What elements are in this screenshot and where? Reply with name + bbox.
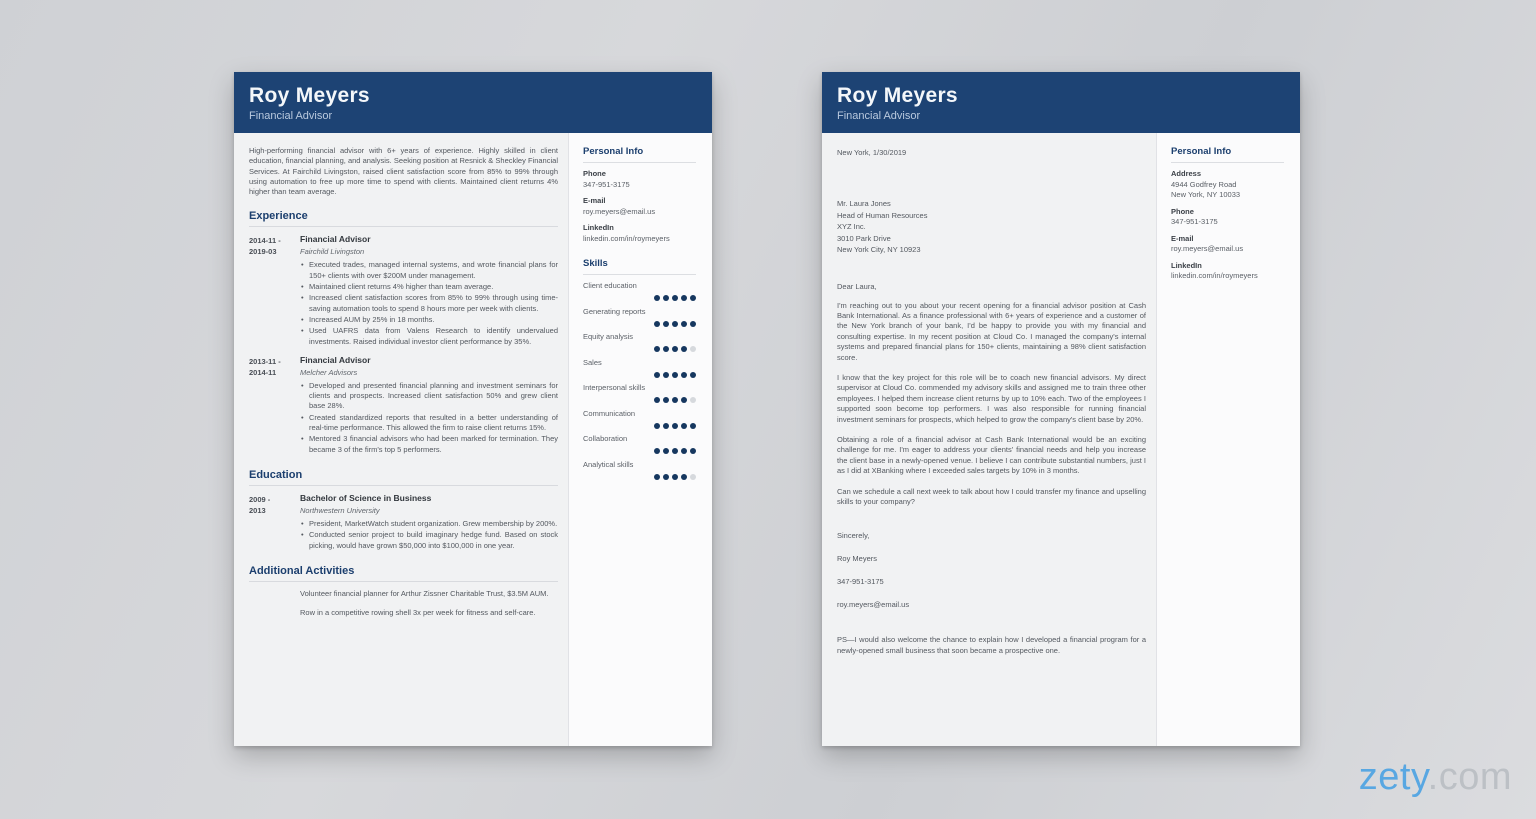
education-section-heading: Education bbox=[249, 469, 558, 486]
resume-summary: High-performing financial advisor with 6+ years of experience. Highly skilled in client education, financial planning, and analysis. Seeking position at Resnick & Sheckley Financial Services. At Fairchild Livingston, raised client satisfaction score from 85% to 99% through using automation to free up more time to spend with clients. Maintained client returns 4% higher than team average. bbox=[249, 146, 558, 197]
skill-rating-dots bbox=[583, 321, 696, 327]
rating-dot-filled bbox=[681, 372, 687, 378]
phone-label: Phone bbox=[1171, 206, 1194, 216]
personal-info-linkedin bbox=[583, 223, 696, 244]
skill-row bbox=[583, 307, 696, 327]
email-label: E-mail bbox=[1171, 233, 1194, 243]
personal-info-email bbox=[583, 196, 696, 217]
linkedin-label: LinkedIn bbox=[1171, 260, 1202, 270]
rating-dot-filled bbox=[690, 448, 696, 454]
skill-row bbox=[583, 332, 696, 352]
skill-row bbox=[583, 281, 696, 301]
bullet-item: • Created standardized reports that resulted in a better understanding of real-time performance. This allowed the firm to raise client returns 15%. bbox=[309, 413, 558, 434]
experience-entry bbox=[249, 234, 558, 347]
rating-dot-empty bbox=[690, 346, 696, 352]
bullet-item: • Maintained client returns 4% higher than team average. bbox=[309, 282, 558, 292]
personal-info-phone bbox=[1171, 207, 1284, 228]
cover-letter-sidebar bbox=[1156, 133, 1300, 746]
rating-dot-filled bbox=[654, 372, 660, 378]
skill-row bbox=[583, 383, 696, 403]
rating-dot-filled bbox=[681, 474, 687, 480]
personal-info-linkedin bbox=[1171, 261, 1284, 282]
resume-header bbox=[234, 72, 712, 133]
rating-dot-filled bbox=[654, 474, 660, 480]
personal-info-address bbox=[1171, 169, 1284, 201]
letter-recipient-block bbox=[837, 198, 1146, 256]
linkedin-value: linkedin.com/in/roymeyers bbox=[1171, 271, 1258, 280]
skill-rating-dots bbox=[583, 372, 696, 378]
cover-letter-name: Roy Meyers bbox=[837, 84, 958, 107]
recipient-street: 3010 Park Drive bbox=[837, 233, 891, 243]
rating-dot-filled bbox=[690, 321, 696, 327]
letter-paragraph: Obtaining a role of a financial advisor at Cash Bank International would be an exciting challenge for me. I'm eager to address your clients' financial needs and help you increase the client base in a newly-opened venue. I believe I can contribute substantial numbers, just I as I did at XBanking where I exceeded sales targets by 10% in 3 months. bbox=[837, 434, 1146, 476]
letter-phone: 347-951-3175 bbox=[837, 577, 884, 587]
date-to: 2014-11 bbox=[249, 367, 277, 377]
date-from: 2013-11 - bbox=[249, 356, 281, 366]
rating-dot-filled bbox=[654, 321, 660, 327]
rating-dot-filled bbox=[690, 372, 696, 378]
additional-activities-heading: Additional Activities bbox=[249, 565, 558, 582]
skill-label: Equity analysis bbox=[583, 332, 634, 341]
skill-rating-dots bbox=[583, 295, 696, 301]
experience-dates bbox=[249, 355, 300, 456]
skill-label: Communication bbox=[583, 408, 636, 418]
rating-dot-filled bbox=[690, 423, 696, 429]
experience-bullets bbox=[300, 381, 558, 455]
rating-dot-filled bbox=[654, 423, 660, 429]
additional-activity: Row in a competitive rowing shell 3x per week for fitness and self-care. bbox=[300, 608, 536, 618]
recipient-company: XYZ Inc. bbox=[837, 222, 866, 231]
experience-company: Melcher Advisors bbox=[300, 367, 358, 377]
personal-info-heading: Personal Info bbox=[1171, 146, 1284, 163]
rating-dot-filled bbox=[654, 448, 660, 454]
date-from: 2014-11 - bbox=[249, 236, 281, 246]
letter-paragraph: I'm reaching out to you about your recent opening for a financial advisor position at Cash Bank International. As a finance professional with 6+ years of experience and a customer of the New York branch of your bank, I'd be happy to provide you with my financial and consulting expertise. In my recent position at Cloud Co. I managed the company's internal systems and prepared financial plans for 150+ clients, maintaining a 98% client satisfaction score. bbox=[837, 300, 1146, 362]
skill-row bbox=[583, 434, 696, 454]
skill-rating-dots bbox=[583, 397, 696, 403]
rating-dot-filled bbox=[654, 397, 660, 403]
letter-paragraph: Can we schedule a call next week to talk about how I could transfer my finance and upselling skills to your company? bbox=[837, 486, 1146, 506]
bullet-item: • Increased AUM by 25% in 18 months. bbox=[309, 315, 558, 325]
phone-value: 347-951-3175 bbox=[1171, 217, 1218, 226]
resume-main-column bbox=[234, 133, 568, 746]
letter-postscript: PS—I would also welcome the chance to explain how I developed a financial program for a newly-opened small business that soon became a prospective one. bbox=[837, 635, 1146, 655]
skill-label: Client education bbox=[583, 281, 637, 290]
address-line1: 4944 Godfrey Road bbox=[1171, 179, 1237, 189]
skill-rating-dots bbox=[583, 474, 696, 480]
rating-dot-filled bbox=[672, 448, 678, 454]
rating-dot-filled bbox=[663, 423, 669, 429]
education-entry bbox=[249, 493, 558, 552]
bullet-item: • Used UAFRS data from Valens Research to identify undervalued investments. Raised individual investor client performance by 35%. bbox=[309, 326, 558, 347]
experience-title: Financial Advisor bbox=[300, 234, 371, 245]
letter-email: roy.meyers@email.us bbox=[837, 600, 910, 610]
date-to: 2013 bbox=[249, 505, 266, 515]
rating-dot-filled bbox=[681, 448, 687, 454]
rating-dot-filled bbox=[681, 321, 687, 327]
education-degree: Bachelor of Science in Business bbox=[300, 492, 432, 503]
education-school: Northwestern University bbox=[300, 505, 380, 515]
rating-dot-empty bbox=[690, 474, 696, 480]
personal-info-email bbox=[1171, 234, 1284, 255]
rating-dot-filled bbox=[681, 397, 687, 403]
experience-title: Financial Advisor bbox=[300, 354, 371, 365]
letter-signature: Roy Meyers bbox=[837, 554, 878, 564]
skill-label: Sales bbox=[583, 357, 602, 367]
rating-dot-filled bbox=[654, 346, 660, 352]
rating-dot-filled bbox=[672, 372, 678, 378]
letter-salutation: Dear Laura, bbox=[837, 281, 877, 291]
skill-row bbox=[583, 358, 696, 378]
skill-label: Collaboration bbox=[583, 434, 628, 443]
skill-label: Generating reports bbox=[583, 306, 646, 316]
address-label: Address bbox=[1171, 169, 1202, 178]
education-bullets bbox=[300, 519, 558, 551]
bullet-item: • President, MarketWatch student organization. Grew membership by 200%. bbox=[309, 519, 558, 529]
phone-label: Phone bbox=[583, 169, 606, 178]
cover-letter-main-column bbox=[822, 133, 1156, 746]
cover-letter-header bbox=[822, 72, 1300, 133]
rating-dot-filled bbox=[654, 295, 660, 301]
address-line2: New York, NY 10033 bbox=[1171, 190, 1241, 199]
date-to: 2019-03 bbox=[249, 247, 277, 257]
rating-dot-filled bbox=[663, 346, 669, 352]
rating-dot-filled bbox=[672, 397, 678, 403]
rating-dot-filled bbox=[663, 295, 669, 301]
rating-dot-filled bbox=[681, 346, 687, 352]
resume-sidebar bbox=[568, 133, 712, 746]
recipient-city: New York City, NY 10923 bbox=[837, 245, 921, 254]
phone-value: 347-951-3175 bbox=[583, 179, 630, 189]
rating-dot-empty bbox=[690, 397, 696, 403]
resume-name: Roy Meyers bbox=[249, 84, 370, 107]
zety-tld-text: .com bbox=[1427, 756, 1512, 798]
skill-rating-dots bbox=[583, 346, 696, 352]
recipient-role: Head of Human Resources bbox=[837, 210, 928, 220]
cover-letter-page bbox=[822, 72, 1300, 746]
rating-dot-filled bbox=[681, 423, 687, 429]
letter-signoff: Sincerely, bbox=[837, 531, 870, 541]
experience-entry bbox=[249, 355, 558, 456]
skills-heading: Skills bbox=[583, 258, 696, 275]
rating-dot-filled bbox=[672, 474, 678, 480]
personal-info-phone bbox=[583, 169, 696, 190]
rating-dot-filled bbox=[690, 295, 696, 301]
skill-row bbox=[583, 409, 696, 429]
experience-bullets bbox=[300, 260, 558, 346]
email-label: E-mail bbox=[583, 196, 606, 205]
resume-page bbox=[234, 72, 712, 746]
date-from: 2009 - bbox=[249, 494, 271, 504]
experience-dates bbox=[249, 234, 300, 347]
skill-row bbox=[583, 460, 696, 480]
rating-dot-filled bbox=[672, 346, 678, 352]
linkedin-label: LinkedIn bbox=[583, 223, 614, 232]
rating-dot-filled bbox=[672, 295, 678, 301]
resume-job-title: Financial Advisor bbox=[249, 110, 333, 122]
cover-letter-job-title: Financial Advisor bbox=[837, 110, 921, 122]
bullet-item: • Increased client satisfaction scores from 85% to 99% through using time-saving automation tools to spend 8 hours more per week with clients. bbox=[309, 293, 558, 314]
bullet-item: • Executed trades, managed internal systems, and wrote financial plans for 150+ clients with over $200M under management. bbox=[309, 260, 558, 281]
personal-info-heading: Personal Info bbox=[583, 146, 696, 163]
bullet-item: • Mentored 3 financial advisors who had been marked for termination. They became 3 of the firm's top 5 performers. bbox=[309, 434, 558, 455]
linkedin-value: linkedin.com/in/roymeyers bbox=[583, 233, 670, 243]
rating-dot-filled bbox=[663, 372, 669, 378]
rating-dot-filled bbox=[672, 321, 678, 327]
skill-label: Analytical skills bbox=[583, 459, 634, 469]
skill-label: Interpersonal skills bbox=[583, 383, 646, 392]
rating-dot-filled bbox=[672, 423, 678, 429]
rating-dot-filled bbox=[681, 295, 687, 301]
skill-rating-dots bbox=[583, 423, 696, 429]
rating-dot-filled bbox=[663, 448, 669, 454]
rating-dot-filled bbox=[663, 474, 669, 480]
bullet-item: • Developed and presented financial planning and investment seminars for clients and prospects. Increased client satisfaction 50% and grew client base 28%. bbox=[309, 381, 558, 412]
experience-section-heading: Experience bbox=[249, 210, 558, 227]
zety-brand-text: zety bbox=[1358, 756, 1428, 798]
recipient-name: Mr. Laura Jones bbox=[837, 199, 891, 208]
letter-date: New York, 1/30/2019 bbox=[837, 148, 907, 157]
zety-watermark bbox=[1359, 756, 1512, 799]
rating-dot-filled bbox=[663, 321, 669, 327]
rating-dot-filled bbox=[663, 397, 669, 403]
education-dates bbox=[249, 493, 300, 552]
experience-company: Fairchild Livingston bbox=[300, 247, 365, 257]
additional-activity: Volunteer financial planner for Arthur Zissner Charitable Trust, $3.5M AUM. bbox=[300, 588, 549, 598]
email-value: roy.meyers@email.us bbox=[1171, 244, 1244, 253]
bullet-item: • Conducted senior project to build imaginary hedge fund. Based on stock picking, would have grown $50,000 into $100,000 in one year. bbox=[309, 530, 558, 551]
email-value: roy.meyers@email.us bbox=[583, 206, 656, 216]
skill-rating-dots bbox=[583, 448, 696, 454]
letter-paragraph: I know that the key project for this role will be to coach new financial advisors. My direct supervisor at Cloud Co. commended my advisory skills and assigned me to train three other employees. I helped them increase client returns by up to 10% each. Two of the employees I supported soon become top performers. I was also responsible for running financial investment seminars for prospects, which helped to grow the company's client base by 20%. bbox=[837, 372, 1146, 424]
